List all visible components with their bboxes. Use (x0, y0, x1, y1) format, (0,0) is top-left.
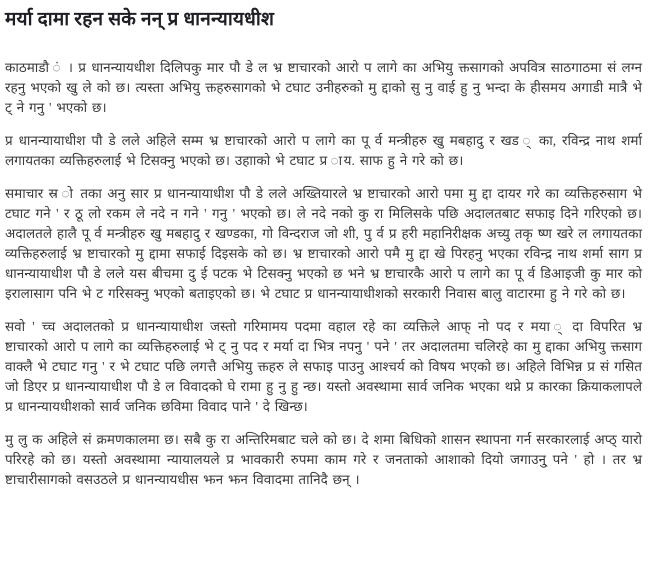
article-paragraph-1: काठमाडौ ं । प्र धानन्यायधीश दिलिपकु मार पौ डे ल भ्र ष्टाचारको आरो प लागे का अभियु क्तसागको अपवित्र साठगाठमा सं लग्न रहनु भएको खु ले को छ। त्यस्ता अभियु क्तहरुसागको भे टघाट उनीहरुको मु द्दाको सु नु वाई हु नु भन्दा के हीसमय अगाडी मात्रै भे ट् ने गनु ' भएको छ। (5, 59, 642, 115)
article-title: मर्या दामा रहन सके नन् प्र धानन्यायधीश (5, 9, 275, 30)
article-paragraph-2: प्र धानन्यायाधीश पौ डे लले अहिले सम्म भ्र ष्टाचारको आरो प लागे का पू र्व मन्त्रीहरु खु मबहादु र खड ् का, रविन्द्र नाथ शर्मा लगायतका व्यक्तिहरुलाई भे टिसक्नु भएको छ। उहााको भे टघाट प्र ाय. साफ हु ने गरे को छ। (5, 132, 642, 168)
article-paragraph-5: मु लु क अहिले सं क्रमणकालमा छ। सबै कु रा अन्तिरिमबाट चले को छ। दे शमा बिधिको शासन स्थापना गर्न सरकारलाई अप्ठ् यारो परिरहे को छ। यस्तो अवस्थामा न्यायालयले प्र भावकारी रुपमा काम गरे र जनताको आशाको दियो जगाउनु् पने ' हो । तर भ्र ष्टाचारीसागको वसउठले प्र धानन्यायधीस झन झन विवादमा तानिदै छन् । (5, 431, 642, 487)
article-paragraph-4: सवो ' च्च अदालतको प्र धानन्यायाधीश जस्तो गरिमामय पदमा वहाल रहे का व्यक्तिले आफ् नो पद र मया ् दा विपरित भ्र ष्टाचारको आरो प लागे का व्यक्तिहरुलाई भे ट् नु पद र मर्या दा भित्र नपनु ' पने ' तर अदालतमा चलिरहे का मु द्दाका अभियु क्तसाग वाक्लै भे टघाट गनु ' र भे टघाट पछि लगत्तै अभियु क्तहरु ले सफाइ पाउनु आश्चर्य को विषय भएको छ। अहिले विभिन्न प्र सं गसित जो डिएर प्र धानन्यायाधीश पौ डे ल विवादको घे रामा हु नु हु न्छ। यस्तो अवस्थामा सार्व जनिक भएका थप्ने प्र कारका क्रियाकलापले प्र धानन्यायधीशको सार्व जनिक छविमा विवाद पाने ' दे खिन्छ। (5, 318, 642, 414)
article-paragraph-3: समाचार स्र ो तका अनु सार प्र धानन्यायाधीश पौ डे लले अख्तियारले भ्र ष्टाचारको आरो पमा मु द्दा दायर गरे का व्यक्तिहरुसाग भे टघाट गने ' र ठू लो रकम ले नदे न गने ' गनु ' भएको छ। ले नदे नको कु रा मिलिसके पछि अदालतबाट सफाइ दिने गरिएको छ। अदालतले हालै पू र्व मन्त्रीहरु खु मबहादु र खण्डका, गो विन्दराज जो शी, पु र्व प्र हरी महानिरीक्षक अच्यु तकृ ष्ण खरे ल लगायतका व्यक्तिहरुलाई भ्र ष्टाचारको मु द्दामा सफाई दिइसके को छ। भ्र ष्टाचारको आरो पमै मु द्दा खे पिरहनु भएका रविन्द्र नाथ शर्मा साग प्र धानन्यायाधीश पौ डे लले यस बीचमा दु ई पटक भे टिसक्नु भएको छ भने भ्र ष्टाचारकै आरो प लागे का पू र्व डिआइजी कु मार को इरालासाग पनि भे ट गरिसक्नु भएको बताइएको छ। भे टघाट प्र धानन्यायाधीशको सरकारी निवास बालु वाटारमा हु ने गरे को छ। (5, 185, 642, 301)
